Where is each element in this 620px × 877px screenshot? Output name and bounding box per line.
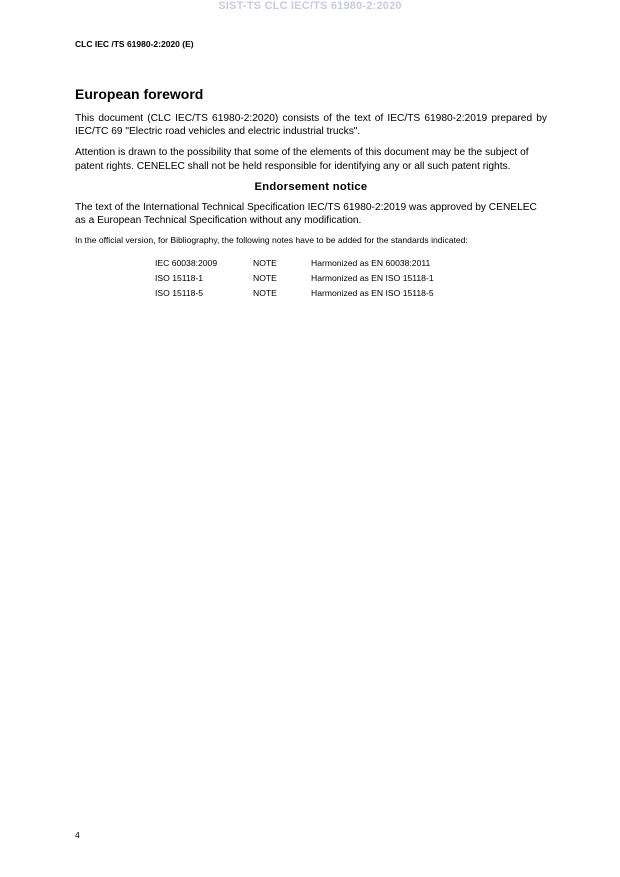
foreword-paragraph-2: Attention is drawn to the possibility that some of the elements of this document may be the subject of patent rights. CENELEC shall not be held responsible for identifying any or all such patent rights. [75, 147, 529, 172]
endorsement-paragraph: The text of the International Technical Specification IEC/TS 61980-2:2019 was approved by CENELEC as a European Technical Specification without any modification. [75, 201, 537, 227]
bibliography-note-intro: In the official version, for Bibliography, the following notes have to be added for the standards indicated: [75, 235, 468, 246]
standard-cell: ISO 15118-1 [155, 272, 204, 283]
table-row [155, 288, 434, 303]
foreword-paragraph-1: This document (CLC IEC/TS 61980-2:2020) consists of the text of IEC/TS 61980-2:2019 prepared by IEC/TC 69 "Electric road vehicles and electric industrial trucks". [75, 113, 547, 138]
note-cell: NOTE [253, 287, 277, 298]
standard-cell: ISO 15118-5 [155, 287, 204, 298]
foreword-title: European foreword [75, 86, 204, 102]
standard-cell: IEC 60038:2009 [155, 257, 218, 268]
page-number: 4 [75, 830, 80, 840]
harmonized-standards-table [155, 258, 434, 303]
harmonized-cell: Harmonized as EN ISO 15118-5 [311, 287, 434, 298]
table-row [155, 273, 434, 288]
page-content [75, 86, 547, 303]
watermark: SIST-TS CLC IEC/TS 61980-2:2020 [218, 0, 402, 12]
note-cell: NOTE [253, 257, 277, 268]
note-cell: NOTE [253, 272, 277, 283]
endorsement-title: Endorsement notice [254, 180, 368, 193]
harmonized-cell: Harmonized as EN ISO 15118-1 [311, 272, 434, 283]
document-header: CLC IEC /TS 61980-2:2020 (E) [75, 39, 194, 49]
harmonized-cell: Harmonized as EN 60038:2011 [311, 257, 431, 268]
table-row [155, 258, 434, 273]
